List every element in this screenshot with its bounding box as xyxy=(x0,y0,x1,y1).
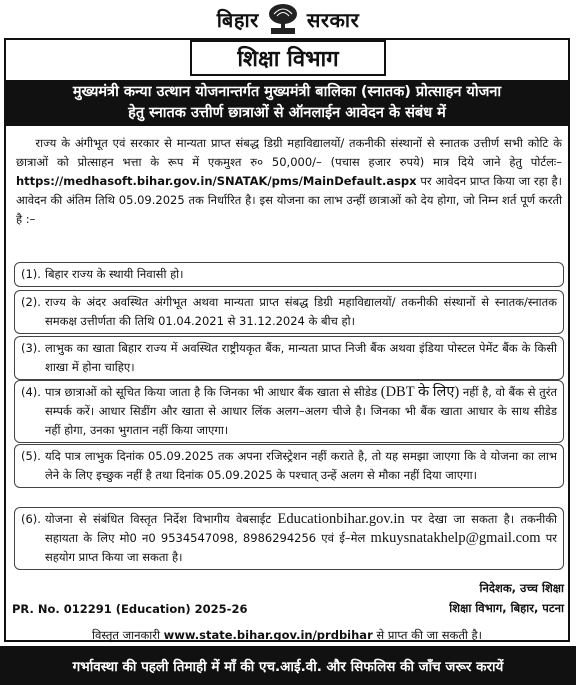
pr-number: PR. No. 012291 (Education) 2025-26 xyxy=(12,602,248,616)
intro-text-2: पर आवेदन प्राप्त किया जा रहा है। आवेदन की अंतिम तिथि 05.09.2025 तक निर्धारित है। इस योजना का लाभ उन्हीं छात्राओं को देय होगा, जो निम्न शर्त पूर्ण करती है :– xyxy=(16,174,562,226)
footer-url-link[interactable]: www.state.bihar.gov.in/prdbihar xyxy=(163,628,373,642)
condition-number: (4). xyxy=(21,385,41,399)
department-title: शिक्षा विभाग xyxy=(190,40,386,76)
header xyxy=(0,0,576,38)
condition-text: यदि पात्र लाभुक दिनांक 05.09.2025 तक अपना रजिस्ट्रेशन नहीं कराते है, तो यह समझा जाएगा कि वे योजना का लाभ लेने के लिए इच्छुक नहीं है तथा दिनांक 05.09.2025 के पश्चात् उन्हें अलग से मौका नहीं दिया जाएगा। xyxy=(45,449,557,482)
condition-number: (3). xyxy=(21,341,41,355)
title-line-2: हेतु स्नातक उत्तीर्ण छात्राओं से ऑनलाईन आवेदन के संबंध में xyxy=(128,105,446,121)
dbt-text: (DBT के लिए) xyxy=(380,384,460,400)
website-link[interactable]: Educationbihar.gov.in xyxy=(277,511,405,527)
condition-number: (2). xyxy=(21,295,41,309)
condition-2 xyxy=(14,290,564,334)
condition-text-c: पर सहयोग प्राप्त किया जा सकता है। xyxy=(45,531,557,564)
intro-text-1: राज्य के अंगीभूत एवं सरकार से मान्यता प्राप्त संबद्ध डिग्री महाविद्यालयों/ तकनीकी संस्थानों से स्नातक उत्तीर्ण सभी कोटि के छात्राओं को प्रोत्साहन भत्ता के रूप में एकमुश्त रु० 50,000/– (पचास हजार रुपये) मात्र दिये जाने हेतु पोर्टलः– xyxy=(16,136,562,169)
bottom-banner: गर्भावस्था की पहली तिमाही में माँ की एच.आई.वी. और सिफलिस की जाँच जरूर करायें xyxy=(0,646,576,685)
signature-line-2: शिक्षा विभाग, बिहार, पटना xyxy=(449,601,564,615)
condition-text: बिहार राज्य के स्थायी निवासी हो। xyxy=(45,267,184,281)
condition-number: (5). xyxy=(21,449,41,463)
email-link[interactable]: mkuysnatakhelp@gmail.com xyxy=(370,530,541,546)
footer-info xyxy=(4,626,570,644)
condition-text-b: पर देखा जा सकता है। तकनीकी सहायता के लिए मो0 न0 9534547098, 8986294256 एवं ई–मेल xyxy=(45,512,557,545)
signature-block xyxy=(449,578,564,618)
bodhi-tree-emblem-icon xyxy=(265,2,301,36)
condition-3 xyxy=(14,336,564,380)
condition-text: लाभुक का खाता बिहार राज्य में अवस्थित राष्ट्रीयकृत बैंक, मान्यता प्राप्त निजी बैंक अथवा इंडिया पोस्टल पेमेंट बैंक के किसी शाखा में होना चाहिए। xyxy=(45,341,557,374)
footer-prefix: विस्तृत जानकारी xyxy=(91,628,164,642)
condition-6 xyxy=(14,507,564,570)
footer-suffix: से प्राप्त की जा सकती है। xyxy=(372,628,483,642)
condition-4 xyxy=(14,380,564,443)
intro-paragraph xyxy=(16,134,562,229)
condition-text: राज्य के अंदर अवस्थित अंगीभूत अथवा मान्यता प्राप्त संबद्ध डिग्री महाविद्यालयों/ तकनीकी संस्थानों से स्नातक/स्नातक समकक्ष उत्तीर्णता की तिथि 01.04.2021 से 31.12.2024 के बीच हो। xyxy=(45,295,557,328)
condition-number: (6). xyxy=(21,512,41,526)
condition-text-b: नहीं है, वो बैंक से तुरंत सम्पर्क करें। आधार सिडींग और खाता से आधार लिंक अलग–अलग चीजे है। जिनका भी बैंक खाता आधार के साथ सीडेड नहीं होगा, उनका भुगतान नहीं किया जाएगा। xyxy=(45,385,558,437)
title-banner xyxy=(4,80,570,126)
condition-number: (1). xyxy=(21,267,41,281)
condition-text-a: योजना से संबंधित विस्तृत निर्देश विभागीय वेबसाईट xyxy=(45,512,278,526)
portal-link[interactable]: https://medhasoft.bihar.gov.in/SNATAK/pms/MainDefault.aspx xyxy=(16,174,417,188)
condition-5 xyxy=(14,444,564,488)
header-right-text: सरकार xyxy=(306,7,360,32)
title-line-1: मुख्यमंत्री कन्या उत्थान योजनान्तर्गत मुख्यमंत्री बालिका (स्नातक) प्रोत्साहन योजना xyxy=(72,84,502,100)
condition-text-a: पात्र छात्राओं को सूचित किया जाता है कि जिनका भी आधार बैंक खाता से सीडेड xyxy=(45,385,381,399)
signature-line-1: निदेशक, उच्च शिक्षा xyxy=(479,581,564,595)
header-left-text: बिहार xyxy=(216,7,259,32)
condition-1 xyxy=(14,262,564,287)
